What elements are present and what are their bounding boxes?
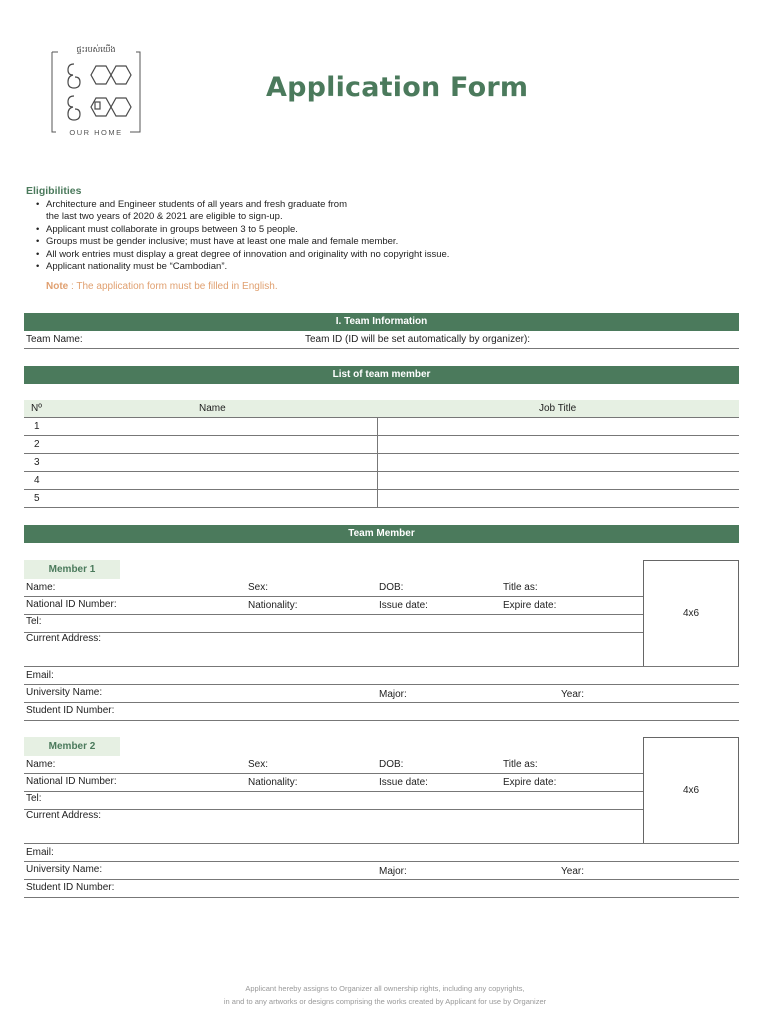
- row-number: 3: [34, 457, 40, 468]
- name-label: Name:: [26, 582, 56, 593]
- nationality-label: Nationality:: [248, 777, 298, 788]
- university-label: University Name:: [26, 687, 103, 698]
- year-label: Year:: [561, 689, 584, 700]
- col-name-header: Name: [199, 403, 226, 414]
- dob-label: DOB:: [379, 759, 404, 770]
- nationality-label: Nationality:: [248, 600, 298, 611]
- team-name-label: Team Name:: [26, 334, 83, 345]
- eligibility-item-continued: the last two years of 2020 & 2021 are eligible to sign-up.: [46, 211, 283, 223]
- university-label: University Name:: [26, 864, 103, 875]
- note-label: Note: [46, 281, 69, 292]
- eligibility-item: • Applicant must collaborate in groups between 3 to 5 people.: [36, 224, 449, 236]
- team-info-row: [24, 331, 739, 349]
- student-id-label: Student ID Number:: [26, 882, 115, 893]
- team-list-header: [24, 400, 739, 418]
- photo-size-label: 4x6: [682, 608, 700, 619]
- eligibility-item: • Groups must be gender inclusive; must have at least one male and female member.: [36, 236, 449, 248]
- team-list-table: [24, 400, 739, 508]
- photo-box[interactable]: [643, 560, 739, 667]
- expire-date-label: Expire date:: [503, 777, 557, 788]
- footer: [0, 982, 770, 1008]
- note: [46, 281, 278, 292]
- table-row[interactable]: [24, 436, 739, 454]
- row-number: 2: [34, 439, 40, 450]
- member-1-tag: Member 1: [24, 560, 120, 579]
- issue-date-label: Issue date:: [379, 600, 428, 611]
- photo-box[interactable]: [643, 737, 739, 844]
- email-label: Email:: [26, 670, 54, 681]
- team-member-bar: Team Member: [24, 525, 739, 543]
- table-row[interactable]: [24, 490, 739, 508]
- logo: [50, 44, 142, 136]
- photo-size-label: 4x6: [682, 785, 700, 796]
- tel-label: Tel:: [26, 616, 42, 627]
- eligibility-item: • All work entries must display a great degree of innovation and originality with no copyright issue.: [36, 249, 449, 261]
- row-number: 1: [34, 421, 40, 432]
- member-1-block: [24, 560, 739, 722]
- logo-tagline: OUR HOME: [62, 128, 130, 137]
- col-job-header: Job Title: [539, 403, 577, 414]
- tel-label: Tel:: [26, 793, 42, 804]
- sex-label: Sex:: [248, 582, 269, 593]
- sex-label: Sex:: [248, 759, 269, 770]
- our-home-logo-icon: [50, 44, 142, 136]
- eligibilities-heading: Eligibilities: [26, 185, 82, 197]
- eligibility-item: • Architecture and Engineer students of all years and fresh graduate from: [36, 199, 449, 211]
- table-row[interactable]: [24, 418, 739, 436]
- student-id-label: Student ID Number:: [26, 705, 115, 716]
- member-2-tag: Member 2: [24, 737, 120, 756]
- expire-date-label: Expire date:: [503, 600, 557, 611]
- table-row[interactable]: [24, 454, 739, 472]
- table-row[interactable]: [24, 472, 739, 490]
- footer-line-2: in and to any artworks or designs comprising the works created by Applicant for use by Organizer: [223, 997, 547, 1006]
- title-as-label: Title as:: [503, 759, 538, 770]
- member-2-block: [24, 737, 739, 899]
- eligibility-item: • Applicant nationality must be “Cambodian”.: [36, 261, 449, 273]
- email-label: Email:: [26, 847, 54, 858]
- title-as-label: Title as:: [503, 582, 538, 593]
- national-id-label: National ID Number:: [26, 776, 117, 787]
- year-label: Year:: [561, 866, 584, 877]
- footer-line-1: Applicant hereby assigns to Organizer all ownership rights, including any copyrights,: [245, 984, 525, 993]
- current-address-label: Current Address:: [26, 633, 102, 644]
- current-address-label: Current Address:: [26, 810, 102, 821]
- eligibilities-list: [36, 199, 449, 273]
- logo-khmer-text: ផ្ទះរបស់យើង: [60, 44, 132, 56]
- col-no-header: Nº: [31, 403, 42, 414]
- team-list-bar: List of team member: [24, 366, 739, 384]
- major-label: Major:: [379, 689, 407, 700]
- national-id-label: National ID Number:: [26, 599, 117, 610]
- major-label: Major:: [379, 866, 407, 877]
- team-id-label: Team ID (ID will be set automatically by organizer):: [305, 334, 531, 345]
- issue-date-label: Issue date:: [379, 777, 428, 788]
- row-number: 5: [34, 493, 40, 504]
- note-text: : The application form must be filled in English.: [68, 281, 278, 292]
- team-information-bar: I. Team Information: [24, 313, 739, 331]
- row-number: 4: [34, 475, 40, 486]
- name-label: Name:: [26, 759, 56, 770]
- page-title: Application Form: [266, 72, 529, 103]
- dob-label: DOB:: [379, 582, 404, 593]
